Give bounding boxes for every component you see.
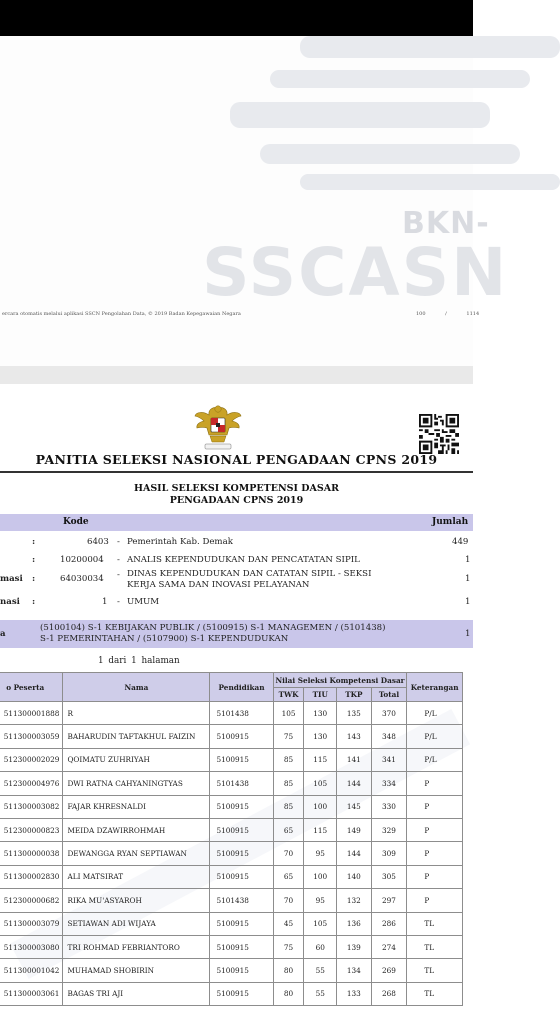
table-row xyxy=(0,842,463,865)
watermark-stripe xyxy=(270,70,530,88)
cell-nama: RIKA MU'ASYAROH xyxy=(63,889,210,912)
table-row xyxy=(0,912,463,935)
cell-keterangan: TL xyxy=(407,959,463,982)
cell-twk: 45 xyxy=(273,912,304,935)
cell-total: 269 xyxy=(371,959,407,982)
cell-tkp: 133 xyxy=(337,982,372,1005)
cell-nama: SETIAWAN ADI WIJAYA xyxy=(63,912,210,935)
cell-total: 330 xyxy=(371,795,407,818)
cell-nama: BAGAS TRI AJI xyxy=(63,982,210,1005)
page-current: 100 xyxy=(416,311,426,317)
cell-tiu: 100 xyxy=(304,795,337,818)
col-twk: TWK xyxy=(273,688,304,702)
watermark-sscasn: SSCASN xyxy=(202,234,509,311)
page-count: 1 dari 1 halaman xyxy=(98,656,180,666)
cell-tiu: 115 xyxy=(304,748,337,771)
page-footer-text: ercara otomatis melalui aplikasi SSCN Pengolahan Data, © 2019 Badan Kepegawaian Negara xyxy=(2,311,241,317)
cell-twk: 80 xyxy=(273,982,304,1005)
pendidikan-line1: (5100104) S-1 KEBIJAKAN PUBLIK / (5100915) S-1 MANAGEMEN / (5101438) xyxy=(40,623,386,633)
cell-twk: 70 xyxy=(273,842,304,865)
table-row xyxy=(0,725,463,748)
cell-pendidikan: 5100915 xyxy=(210,912,273,935)
cell-keterangan: P/L xyxy=(407,725,463,748)
cell-tkp: 139 xyxy=(337,935,372,958)
col-nilai-group: Nilai Seleksi Kompetensi Dasar xyxy=(273,673,407,688)
cell-tkp: 144 xyxy=(337,772,372,795)
page-separator: / xyxy=(445,311,447,317)
cell-tkp: 141 xyxy=(337,748,372,771)
info-colon: : xyxy=(32,537,36,547)
cell-twk: 65 xyxy=(273,865,304,888)
lokasi-name-line2: KERJA SAMA DAN INOVASI PELAYANAN xyxy=(127,580,310,590)
instansi-jumlah: 449 xyxy=(452,537,469,547)
cell-total: 286 xyxy=(371,912,407,935)
lokasi-name-line1: DINAS KEPENDUDUKAN DAN CATATAN SIPIL - SEKSI xyxy=(127,569,372,579)
cell-nama: FAJAR KHRESNALDI xyxy=(63,795,210,818)
cell-tkp: 145 xyxy=(337,795,372,818)
cell-tiu: 95 xyxy=(304,889,337,912)
cell-twk: 75 xyxy=(273,725,304,748)
cell-pendidikan: 5100915 xyxy=(210,725,273,748)
col-nama: Nama xyxy=(63,673,210,702)
cell-keterangan: P xyxy=(407,865,463,888)
cell-peserta: 511300000038 xyxy=(0,842,63,865)
cell-tkp: 149 xyxy=(337,818,372,841)
col-pendidikan: Pendidikan xyxy=(210,673,273,702)
cell-total: 348 xyxy=(371,725,407,748)
cell-peserta: 512300000682 xyxy=(0,889,63,912)
cell-pendidikan: 5100915 xyxy=(210,842,273,865)
cell-keterangan: TL xyxy=(407,912,463,935)
cell-tkp: 134 xyxy=(337,959,372,982)
jabatan-code: 10200004 xyxy=(60,555,104,565)
info-dash: - xyxy=(117,597,120,607)
cell-tiu: 115 xyxy=(304,818,337,841)
info-dash: - xyxy=(117,555,120,565)
cell-keterangan: P xyxy=(407,772,463,795)
cell-pendidikan: 5100915 xyxy=(210,935,273,958)
committee-title: PANITIA SELEKSI NASIONAL PENGADAAN CPNS 2019 xyxy=(35,452,438,467)
cell-tiu: 105 xyxy=(304,912,337,935)
pendidikan-text xyxy=(40,623,385,645)
table-row xyxy=(0,935,463,958)
cell-tiu: 95 xyxy=(304,842,337,865)
garuda-emblem-icon xyxy=(193,402,243,454)
cell-pendidikan: 5101438 xyxy=(210,772,273,795)
cell-twk: 85 xyxy=(273,748,304,771)
cell-peserta: 511300002830 xyxy=(0,865,63,888)
formasi-jumlah: 1 xyxy=(465,597,471,607)
cell-keterangan: TL xyxy=(407,935,463,958)
watermark-stripe xyxy=(230,102,490,128)
cell-total: 334 xyxy=(371,772,407,795)
cell-total: 370 xyxy=(371,702,407,725)
cell-nama: R xyxy=(63,702,210,725)
header-divider xyxy=(0,471,473,473)
watermark-stripe xyxy=(300,36,560,58)
kode-header: Kode xyxy=(63,517,89,527)
col-tkp: TKP xyxy=(337,688,372,702)
info-colon: : xyxy=(32,574,36,584)
previous-page xyxy=(0,36,509,366)
cell-nama: QOIMATU ZUHRIYAH xyxy=(63,748,210,771)
cell-keterangan: P xyxy=(407,842,463,865)
cell-tiu: 130 xyxy=(304,725,337,748)
jabatan-name: ANALIS KEPENDUDUKAN DAN PENCATATAN SIPIL xyxy=(127,555,360,565)
watermark-bkn: BKN- xyxy=(402,206,490,241)
cell-pendidikan: 5100915 xyxy=(210,959,273,982)
cell-pendidikan: 5100915 xyxy=(210,748,273,771)
col-peserta: o Peserta xyxy=(0,673,63,702)
cell-total: 274 xyxy=(371,935,407,958)
cell-peserta: 511300003059 xyxy=(0,725,63,748)
col-keterangan: Keterangan xyxy=(407,673,463,702)
formasi-code: 1 xyxy=(102,597,108,607)
pendidikan-jumlah: 1 xyxy=(465,629,471,639)
info-dash: - xyxy=(117,570,120,580)
cell-nama: MEIDA DZAWIRROHMAH xyxy=(63,818,210,841)
qr-code-icon xyxy=(419,414,459,454)
table-row xyxy=(0,818,463,841)
jumlah-header: Jumlah xyxy=(432,517,469,527)
table-row xyxy=(0,748,463,771)
cell-pendidikan: 5101438 xyxy=(210,702,273,725)
cell-peserta: 511300001888 xyxy=(0,702,63,725)
table-row xyxy=(0,889,463,912)
lokasi-label: masi xyxy=(0,574,23,584)
cell-peserta: 511300003079 xyxy=(0,912,63,935)
cell-nama: BAHARUDIN TAFTAKHUL FAIZIN xyxy=(63,725,210,748)
cell-keterangan: P/L xyxy=(407,702,463,725)
info-colon: : xyxy=(32,555,36,565)
cell-pendidikan: 5100915 xyxy=(210,865,273,888)
cell-twk: 75 xyxy=(273,935,304,958)
cell-peserta: 511300003061 xyxy=(0,982,63,1005)
cell-tiu: 130 xyxy=(304,702,337,725)
cell-nama: TRI ROHMAD FEBRIANTORO xyxy=(63,935,210,958)
cell-tkp: 132 xyxy=(337,889,372,912)
cell-peserta: 511300003082 xyxy=(0,795,63,818)
cell-pendidikan: 5100915 xyxy=(210,982,273,1005)
cell-twk: 80 xyxy=(273,959,304,982)
document-subtitle: HASIL SELEKSI KOMPETENSI DASAR xyxy=(133,483,340,494)
cell-tkp: 143 xyxy=(337,725,372,748)
cell-keterangan: TL xyxy=(407,982,463,1005)
lokasi-code: 64030034 xyxy=(60,574,104,584)
cell-tiu: 100 xyxy=(304,865,337,888)
cell-nama: DWI RATNA CAHYANINGTYAS xyxy=(63,772,210,795)
page-gap xyxy=(0,366,473,384)
info-dash: - xyxy=(117,537,120,547)
cell-total: 309 xyxy=(371,842,407,865)
current-page xyxy=(0,384,473,1024)
cell-keterangan: P xyxy=(407,795,463,818)
cell-tiu: 55 xyxy=(304,959,337,982)
cell-twk: 85 xyxy=(273,795,304,818)
cell-tiu: 105 xyxy=(304,772,337,795)
formasi-name: UMUM xyxy=(127,597,160,607)
cell-tkp: 144 xyxy=(337,842,372,865)
cell-nama: MUHAMAD SHOBIRIN xyxy=(63,959,210,982)
cell-total: 305 xyxy=(371,865,407,888)
cell-tkp: 135 xyxy=(337,702,372,725)
cell-tkp: 140 xyxy=(337,865,372,888)
cell-keterangan: P xyxy=(407,889,463,912)
cell-pendidikan: 5100915 xyxy=(210,818,273,841)
cell-keterangan: P/L xyxy=(407,748,463,771)
jabatan-jumlah: 1 xyxy=(465,555,471,565)
status-bar xyxy=(0,0,473,36)
cell-pendidikan: 5100915 xyxy=(210,795,273,818)
cell-tiu: 60 xyxy=(304,935,337,958)
watermark-stripe xyxy=(300,174,560,190)
cell-peserta: 512300000823 xyxy=(0,818,63,841)
cell-peserta: 511300003080 xyxy=(0,935,63,958)
cell-tkp: 136 xyxy=(337,912,372,935)
cell-twk: 105 xyxy=(273,702,304,725)
table-row xyxy=(0,772,463,795)
instansi-code: 6403 xyxy=(87,537,109,547)
cell-peserta: 512300002029 xyxy=(0,748,63,771)
info-colon: : xyxy=(32,597,36,607)
page-total: 1114 xyxy=(466,311,480,317)
formasi-label: nasi xyxy=(0,597,20,607)
document-subtitle-2: PENGADAAN CPNS 2019 xyxy=(169,495,304,506)
cell-nama: DEWANGGA RYAN SEPTIAWAN xyxy=(63,842,210,865)
table-row xyxy=(0,795,463,818)
col-tiu: TIU xyxy=(304,688,337,702)
pendidikan-label: a xyxy=(0,629,6,639)
cell-keterangan: P xyxy=(407,818,463,841)
instansi-name: Pemerintah Kab. Demak xyxy=(127,537,233,547)
cell-pendidikan: 5101438 xyxy=(210,889,273,912)
cell-peserta: 512300004976 xyxy=(0,772,63,795)
cell-total: 297 xyxy=(371,889,407,912)
cell-total: 341 xyxy=(371,748,407,771)
cell-total: 268 xyxy=(371,982,407,1005)
table-row xyxy=(0,865,463,888)
table-row xyxy=(0,959,463,982)
cell-nama: ALI MATSIRAT xyxy=(63,865,210,888)
cell-twk: 85 xyxy=(273,772,304,795)
cell-total: 329 xyxy=(371,818,407,841)
cell-twk: 70 xyxy=(273,889,304,912)
page-footer-number xyxy=(416,311,479,317)
cell-peserta: 511300001042 xyxy=(0,959,63,982)
lokasi-jumlah: 1 xyxy=(465,574,471,584)
cell-tiu: 55 xyxy=(304,982,337,1005)
watermark-stripe xyxy=(260,144,520,164)
pendidikan-line2: S-1 PEMERINTAHAN / (5107900) S-1 KEPENDUDUKAN xyxy=(40,634,289,644)
table-row xyxy=(0,702,463,725)
results-table xyxy=(0,672,463,1006)
col-total: Total xyxy=(371,688,407,702)
table-row xyxy=(0,982,463,1005)
cell-twk: 65 xyxy=(273,818,304,841)
